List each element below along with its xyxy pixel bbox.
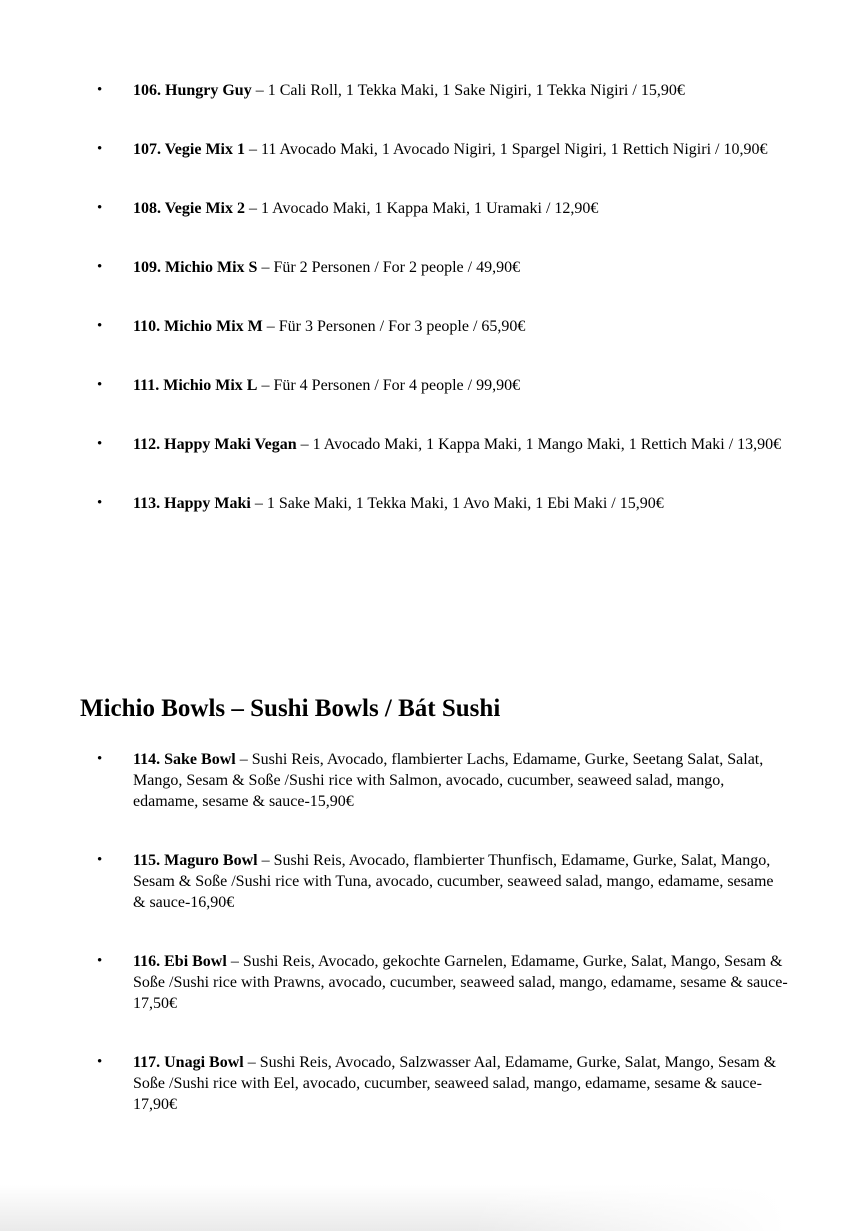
menu-item-separator: – (235, 751, 252, 768)
menu-item-description: Sushi Reis, Avocado, Salzwasser Aal, Edamame, Gurke, Salat, Mango, Sesam & Soße /Sushi rice with Eel, avocado, cucumber, seaweed salad, mango, edamame, sesame & sauce- 17,90€ (133, 1054, 777, 1113)
menu-item-text (133, 316, 788, 337)
bullet-icon: • (97, 1054, 103, 1070)
menu-item-separator: – (250, 495, 267, 512)
menu-item-name: 117. Unagi Bowl (133, 1054, 244, 1071)
bullet-icon: • (97, 377, 103, 393)
menu-item-separator: – (262, 318, 279, 335)
menu-item (97, 198, 788, 219)
menu-item-description: 1 Avocado Maki, 1 Kappa Maki, 1 Uramaki / 12,90€ (261, 200, 599, 217)
menu-item-separator: – (243, 1054, 260, 1071)
menu-item-name: 113. Happy Maki (133, 495, 251, 512)
bullet-icon: • (97, 436, 103, 452)
menu-item-separator: – (257, 377, 274, 394)
menu-item (97, 1052, 788, 1115)
menu-item-description: 1 Avocado Maki, 1 Kappa Maki, 1 Mango Maki, 1 Rettich Maki / 13,90€ (312, 436, 782, 453)
menu-item-separator: – (251, 82, 268, 99)
menu-item-description: Sushi Reis, Avocado, flambierter Lachs, Edamame, Gurke, Seetang Salat, Salat, Mango, Sesam & Soße /Sushi rice with Salmon, avocado, cucumber, seaweed salad, mango, edamame, sesame & sauce-15,90€ (133, 751, 764, 810)
menu-item-description: Für 2 Personen / For 2 people / 49,90€ (273, 259, 521, 276)
menu-item (97, 850, 788, 913)
menu-item (97, 493, 788, 514)
bullet-icon: • (97, 318, 103, 334)
menu-item-text (133, 850, 788, 913)
bullet-icon: • (97, 200, 103, 216)
menu-item-name: 107. Vegie Mix 1 (133, 141, 245, 158)
menu-item (97, 375, 788, 396)
menu-item-separator: – (257, 259, 274, 276)
menu-item-text (133, 434, 788, 455)
menu-item-name: 106. Hungry Guy (133, 82, 252, 99)
menu-item-description: 1 Sake Maki, 1 Tekka Maki, 1 Avo Maki, 1 Ebi Maki / 15,90€ (266, 495, 664, 512)
menu-item-description: Sushi Reis, Avocado, gekochte Garnelen, Edamame, Gurke, Salat, Mango, Sesam & Soße /Sushi rice with Prawns, avocado, cucumber, seaweed salad, mango, edamame, sesame & sauce- 17,50€ (133, 953, 788, 1012)
menu-section (0, 552, 855, 1153)
menu-item-description: Sushi Reis, Avocado, flambierter Thunfisch, Edamame, Gurke, Salat, Mango, Sesam & Soße /Sushi rice with Tuna, avocado, cucumber, seaweed salad, mango, edamame, sesame & sauce-16,90€ (133, 852, 774, 911)
menu-item (97, 951, 788, 1014)
menu-item-text (133, 198, 788, 219)
menu-item-name: 116. Ebi Bowl (133, 953, 227, 970)
menu-item-text (133, 257, 788, 278)
menu-item-name: 115. Maguro Bowl (133, 852, 258, 869)
menu-item-description: 1 Cali Roll, 1 Tekka Maki, 1 Sake Nigiri, 1 Tekka Nigiri / 15,90€ (267, 82, 685, 99)
menu-item-name: 108. Vegie Mix 2 (133, 200, 245, 217)
menu-item-description: 11 Avocado Maki, 1 Avocado Nigiri, 1 Spargel Nigiri, 1 Rettich Nigiri / 10,90€ (261, 141, 768, 158)
menu-item-text (133, 139, 788, 160)
menu-item-name: 114. Sake Bowl (133, 751, 236, 768)
menu-item-text (133, 951, 788, 1014)
page-bottom-shadow (0, 1185, 855, 1231)
menu-item-text (133, 493, 788, 514)
bullet-icon: • (97, 953, 103, 969)
menu-item (97, 257, 788, 278)
menu-item-name: 110. Michio Mix M (133, 318, 263, 335)
bullet-icon: • (97, 852, 103, 868)
menu-item-list (0, 749, 788, 1115)
menu-item-text (133, 1052, 788, 1115)
menu-item-description: Für 3 Personen / For 3 people / 65,90€ (278, 318, 526, 335)
menu-item-text (133, 80, 788, 101)
menu-item (97, 434, 788, 455)
menu-item-separator: – (296, 436, 313, 453)
menu-item-separator: – (245, 200, 261, 217)
menu-item-text (133, 375, 788, 396)
bullet-icon: • (97, 495, 103, 511)
menu-section (0, 0, 855, 552)
bullet-icon: • (97, 259, 103, 275)
menu-item (97, 316, 788, 337)
menu-item (97, 749, 788, 812)
menu-item (97, 139, 788, 160)
menu-item-name: 109. Michio Mix S (133, 259, 258, 276)
menu-item (97, 80, 788, 101)
section-heading: Michio Bowls – Sushi Bowls / Bát Sushi (80, 695, 501, 722)
menu-item-list (0, 0, 788, 514)
menu-item-text (133, 749, 788, 812)
menu-item-name: 112. Happy Maki Vegan (133, 436, 297, 453)
menu-item-name: 111. Michio Mix L (133, 377, 258, 394)
bullet-icon: • (97, 82, 103, 98)
bullet-icon: • (97, 141, 103, 157)
menu-item-separator: – (245, 141, 261, 158)
menu-item-description: Für 4 Personen / For 4 people / 99,90€ (273, 377, 521, 394)
menu-item-separator: – (226, 953, 243, 970)
bullet-icon: • (97, 751, 103, 767)
menu-item-separator: – (257, 852, 274, 869)
